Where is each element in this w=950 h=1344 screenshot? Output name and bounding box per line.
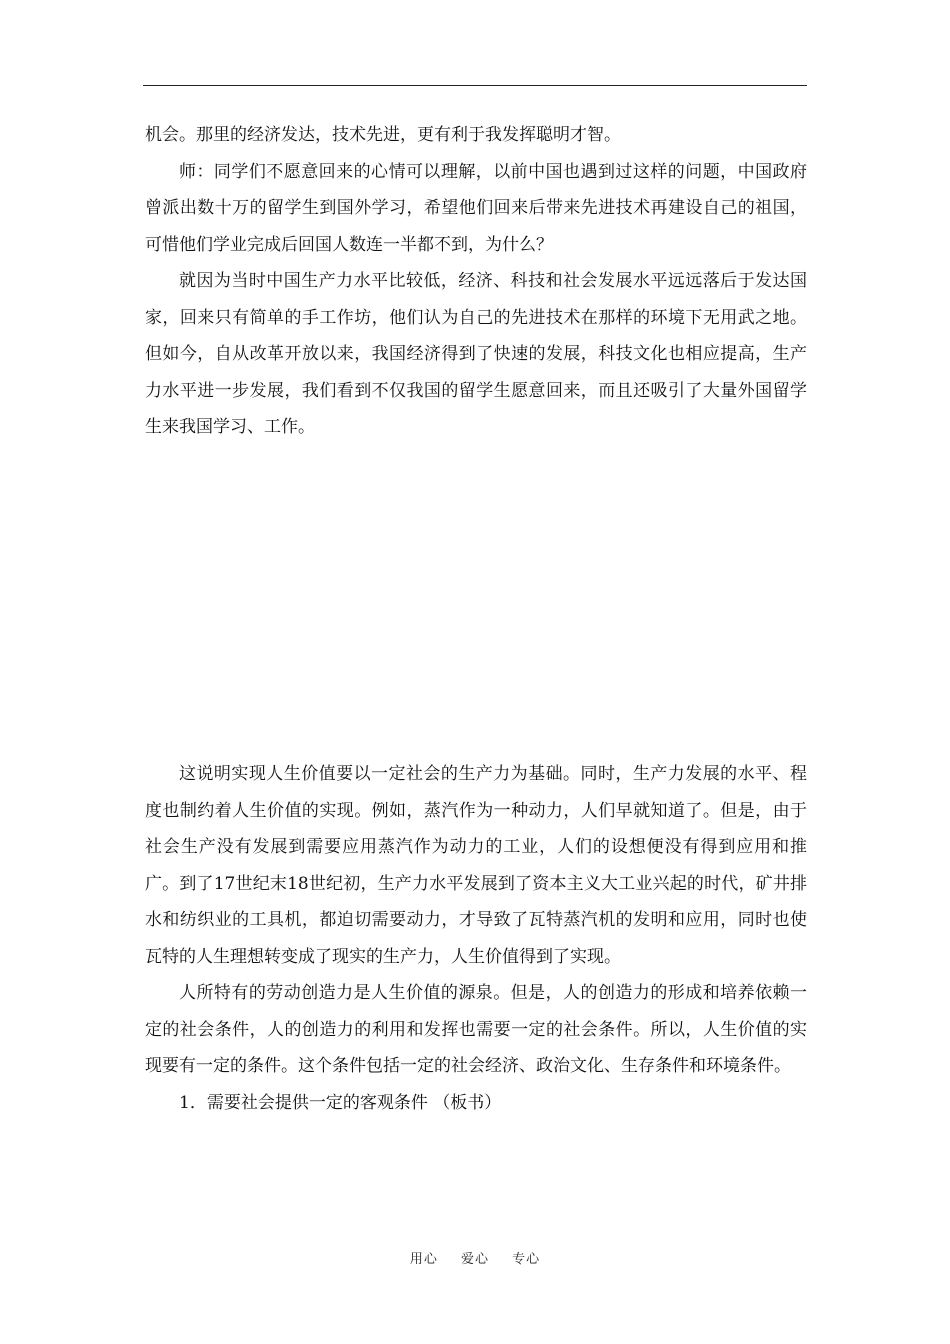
top-text-block (145, 117, 807, 446)
header-rule (143, 85, 807, 86)
footer-item: 专心 (512, 1252, 541, 1267)
board-heading: 1．需要社会提供一定的客观条件 （板书） (179, 1092, 502, 1113)
paragraph: 这说明实现人生价值要以一定社会的生产力为基础。同时，生产力发展的水平、程度也制约着人生价值的实现。例如，蒸汽作为一种动力，人们早就知道了。但是，由于社会生产没有发展到需要应用蒸汽作为动力的工业，人们的设想便没有得到应用和推广。到了17世纪末18世纪初，生产力水平发展到了资本主义大工业兴起的时代，矿井排水和纺织业的工具机，都迫切需要动力，才导致了瓦特蒸汽机的发明和应用，同时也使瓦特的人生理想转变成了现实的生产力，人生价值得到了实现。 (145, 764, 807, 967)
paragraph: 师：同学们不愿意回来的心情可以理解，以前中国也遇到过这样的问题，中国政府曾派出数十万的留学生到国外学习，希望他们回来后带来先进技术再建设自己的祖国，可惜他们学业完成后回国人数连一半都不到，为什么？ (145, 161, 807, 255)
footer-item: 用心 (409, 1252, 438, 1267)
bottom-text-block (145, 756, 807, 1121)
page-footer (0, 1248, 950, 1267)
footer-item: 爱心 (460, 1252, 489, 1267)
paragraph: 人所特有的劳动创造力是人生价值的源泉。但是，人的创造力的形成和培养依赖一定的社会条件，人的创造力的利用和发挥也需要一定的社会条件。所以，人生价值的实现要有一定的条件。这个条件包括一定的社会经济、政治文化、生存条件和环境条件。 (145, 983, 807, 1076)
paragraph: 就因为当时中国生产力水平比较低，经济、科技和社会发展水平远远落后于发达国家，回来只有简单的手工作坊，他们认为自己的先进技术在那样的环境下无用武之地。但如今，自从改革开放以来，我国经济得到了快速的发展，科技文化也相应提高，生产力水平进一步发展，我们看到不仅我国的留学生愿意回来，而且还吸引了大量外国留学生来我国学习、工作。 (145, 271, 807, 437)
paragraph: 机会。那里的经济发达，技术先进，更有利于我发挥聪明才智。 (145, 125, 621, 145)
